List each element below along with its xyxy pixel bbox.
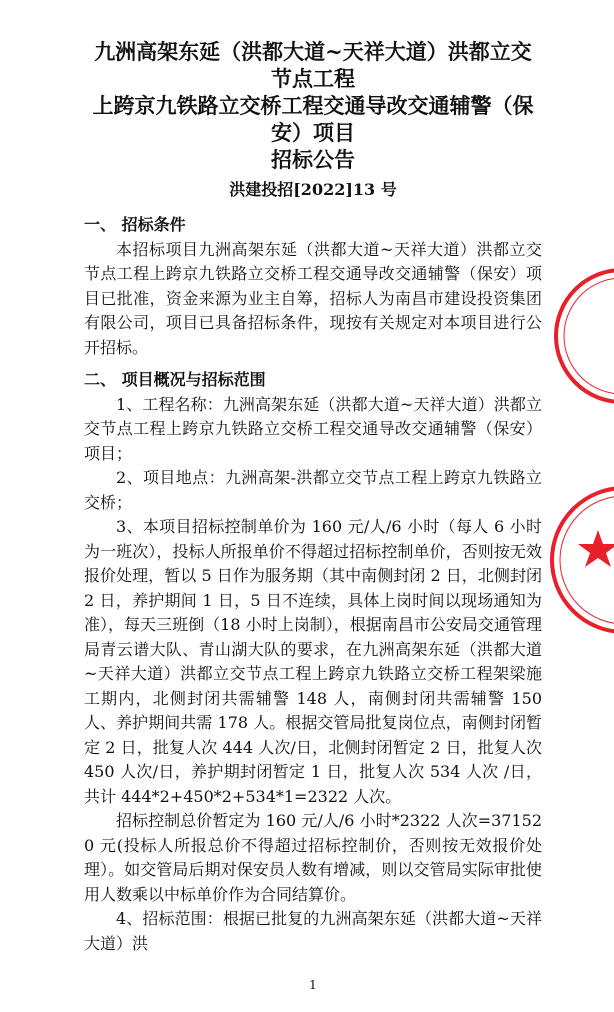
- paragraph-line: 根据南昌市公安局交通管理局青云谱大队、青山湖大队的要求，在九洲高: [84, 615, 542, 659]
- paragraph-line: 3、本项目招标控制单价为 160 元/人/6 小时（每人 6 小时为一班次），: [84, 517, 542, 561]
- paragraph-line: 件，现按有关规定对本项目进行公开招标。: [84, 313, 542, 357]
- paragraph-line: 程上跨京九铁路立交桥工程交通导改交通辅警（保安）项目；: [84, 419, 542, 463]
- paragraph-line: 所报总价不得超过招标控制价，否则按无效报价处理）。如交管局后期对: [84, 835, 542, 879]
- paragraph: [84, 466, 542, 515]
- official-seal-bottom-icon: [552, 488, 614, 632]
- paragraph-line: 结算价。: [292, 884, 357, 904]
- paragraph: [84, 393, 542, 467]
- paragraph-line: 连续，具体上岗时间以现场通知为准），每天三班倒（18 小时上岗制），: [84, 590, 542, 634]
- paragraph-line: 作为服务期（其中南侧封闭 2 日，北侧封闭 2 日，养护期间 1 日，5 日不: [84, 566, 542, 610]
- paragraph-line: 架梁施工期内，北侧封闭共需辅警 148 人，南侧封闭共需辅警 150 人、养: [84, 664, 542, 732]
- title-line-3: 招标公告: [271, 147, 355, 172]
- paragraph-line: 次 444 人次/日，北侧封闭暂定 2 日，批复人次 450 人次/日，养护期封闭: [84, 737, 542, 781]
- paragraph-line: 投标人所报单价不得超过招标控制单价，否则按无效报价处理，暂以 5 日: [84, 541, 542, 585]
- official-seal-top-icon: [556, 270, 614, 402]
- paragraph-line: 2、项目地点：九洲高架-洪都立交节点工程上跨京九铁路立交桥；: [84, 468, 542, 512]
- paragraph: [84, 238, 542, 361]
- paragraph-line: 4、招标范围：根据已批复的九洲高架东延（洪都大道~天祥大道）洪: [84, 909, 542, 953]
- paragraph-line: 为业主自筹，招标人为南昌市建设投资集团有限公司，项目已具备招标条: [84, 288, 542, 332]
- title-line-2: 上跨京九铁路立交桥工程交通导改交通辅警（保安）项目: [92, 93, 534, 145]
- paragraph-line: 跨京九铁路立交桥工程交通导改交通辅警（保安）项目已批准，资金来源: [84, 264, 542, 308]
- section-1-heading: 一、 招标条件: [84, 215, 186, 234]
- paragraph-line: 招标控制总价暂定为 160 元/人/6 小时*2322 人次=371520 元(投标人: [84, 811, 542, 855]
- paragraph-line: 暂定 1 日，批复人次 534 人次 /日，共计 444*2+450*2+534*1=2322 人次。: [84, 762, 542, 806]
- page-number: 1: [309, 978, 317, 992]
- section-2-heading: 二、 项目概况与招标范围: [84, 370, 266, 389]
- paragraph: [84, 907, 542, 956]
- document-page: [84, 0, 542, 1012]
- paragraph-line: 架东延（洪都大道~天祥大道）洪都立交节点工程上跨京九铁路立交桥工程: [84, 639, 542, 683]
- paragraph-line: 1、工程名称：九洲高架东延（洪都大道~天祥大道）洪都立交节点工: [84, 394, 542, 438]
- paragraph-line: 本招标项目九洲高架东延（洪都大道~天祥大道）洪都立交节点工程上: [84, 239, 542, 283]
- paragraph-line: 护期间共需 178 人。根据交管局批复岗位点，南侧封闭暂定 2 日，批复人: [84, 713, 542, 757]
- paragraph: [84, 515, 542, 809]
- document-number: 洪建投招[2022]13 号: [229, 180, 397, 199]
- paragraph-line: 保安员人数有增减，则以交管局实际审批使用人数乘以中标单价作为合同: [84, 860, 542, 904]
- title-line-1: 九洲高架东延（洪都大道~天祥大道）洪都立交节点工程: [94, 39, 532, 91]
- paragraph: [84, 809, 542, 907]
